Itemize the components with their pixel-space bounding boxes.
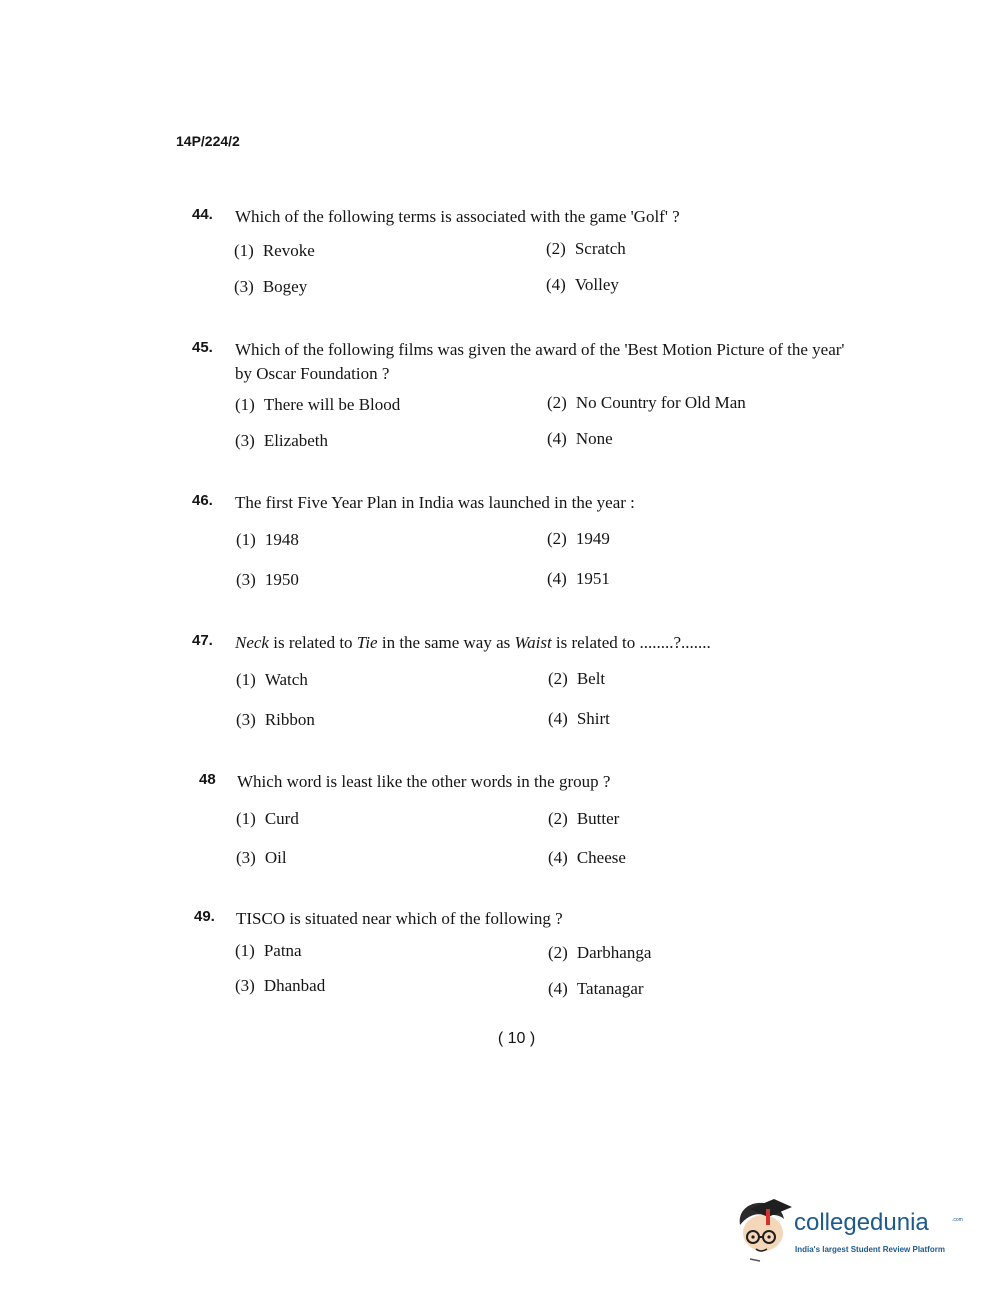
option-number: (4) bbox=[546, 275, 566, 294]
option-text: There will be Blood bbox=[263, 395, 401, 414]
option-number: (3) bbox=[236, 570, 256, 589]
option-text: Bogey bbox=[262, 277, 308, 296]
question-number: 47. bbox=[192, 632, 213, 649]
option-4 bbox=[547, 569, 610, 589]
mascot-icon bbox=[736, 1195, 794, 1265]
option-4 bbox=[546, 275, 619, 295]
option-number: (3) bbox=[234, 277, 254, 296]
option-text: Belt bbox=[576, 669, 606, 688]
logo-wordmark: collegedunia bbox=[794, 1209, 929, 1236]
option-1 bbox=[236, 809, 299, 829]
option-3 bbox=[236, 710, 315, 730]
option-4 bbox=[548, 848, 626, 868]
option-text: Patna bbox=[263, 941, 302, 960]
option-number: (4) bbox=[548, 709, 568, 728]
option-text: Cheese bbox=[576, 848, 626, 867]
option-1 bbox=[236, 670, 308, 690]
option-number: (3) bbox=[236, 710, 256, 729]
logo-domain: .com bbox=[952, 1217, 963, 1223]
option-text: Shirt bbox=[576, 709, 610, 728]
option-text: 1951 bbox=[575, 569, 610, 588]
option-number: (2) bbox=[547, 393, 567, 412]
option-number: (3) bbox=[235, 976, 255, 995]
option-2 bbox=[548, 943, 651, 963]
option-2 bbox=[546, 239, 626, 259]
page-number: ( 10 ) bbox=[497, 1030, 536, 1047]
option-number: (4) bbox=[548, 979, 568, 998]
option-text: Darbhanga bbox=[576, 943, 652, 962]
option-text: Revoke bbox=[262, 241, 315, 260]
option-text: 1949 bbox=[575, 529, 610, 548]
option-number: (3) bbox=[235, 431, 255, 450]
option-1 bbox=[234, 241, 315, 261]
question-text-part: in the same way as bbox=[377, 633, 515, 652]
option-3 bbox=[235, 431, 328, 451]
option-3 bbox=[235, 976, 325, 996]
option-3 bbox=[236, 570, 299, 590]
option-text: Butter bbox=[576, 809, 620, 828]
question-number: 44. bbox=[192, 206, 213, 223]
option-2 bbox=[547, 393, 746, 413]
option-2 bbox=[547, 529, 610, 549]
question-text: The first Five Year Plan in India was launched in the year : bbox=[235, 493, 635, 512]
option-text: Scratch bbox=[574, 239, 626, 258]
question-text: Which word is least like the other words in the group ? bbox=[237, 772, 611, 791]
option-number: (1) bbox=[235, 395, 255, 414]
option-number: (1) bbox=[234, 241, 254, 260]
option-number: (1) bbox=[236, 809, 256, 828]
option-number: (4) bbox=[548, 848, 568, 867]
option-1 bbox=[235, 395, 400, 415]
option-text: Tatanagar bbox=[576, 979, 644, 998]
question-number: 45. bbox=[192, 339, 213, 356]
option-text: Watch bbox=[264, 670, 308, 689]
option-text: Ribbon bbox=[264, 710, 315, 729]
question-text: TISCO is situated near which of the following ? bbox=[236, 909, 563, 928]
option-number: (2) bbox=[547, 529, 567, 548]
question-number: 48 bbox=[199, 771, 216, 788]
option-number: (2) bbox=[548, 669, 568, 688]
option-number: (2) bbox=[546, 239, 566, 258]
option-text: No Country for Old Man bbox=[575, 393, 746, 412]
option-number: (2) bbox=[548, 809, 568, 828]
option-number: (1) bbox=[236, 670, 256, 689]
italic-word-waist: Waist bbox=[514, 633, 552, 652]
option-text: Curd bbox=[264, 809, 299, 828]
option-text: 1950 bbox=[264, 570, 299, 589]
option-text: Elizabeth bbox=[263, 431, 329, 450]
option-4 bbox=[547, 429, 613, 449]
question-text-part: is related to bbox=[268, 633, 357, 652]
option-number: (2) bbox=[548, 943, 568, 962]
question-number: 46. bbox=[192, 492, 213, 509]
italic-word-tie: Tie bbox=[356, 633, 378, 652]
paper-code: 14P/224/2 bbox=[176, 133, 240, 149]
option-2 bbox=[548, 669, 605, 689]
option-number: (3) bbox=[236, 848, 256, 867]
question-text: Which of the following terms is associated with the game 'Golf' ? bbox=[235, 207, 680, 226]
option-number: (4) bbox=[547, 569, 567, 588]
collegedunia-logo[interactable] bbox=[736, 1195, 961, 1265]
question-text: Which of the following films was given the award of the 'Best Motion Picture of the year' by Oscar Foundation ? bbox=[235, 340, 845, 383]
option-text: Dhanbad bbox=[263, 976, 326, 995]
logo-tagline: India's largest Student Review Platform bbox=[795, 1245, 945, 1254]
option-3 bbox=[234, 277, 307, 297]
option-4 bbox=[548, 709, 610, 729]
option-number: (4) bbox=[547, 429, 567, 448]
question-number: 49. bbox=[194, 908, 215, 925]
option-3 bbox=[236, 848, 287, 868]
option-1 bbox=[236, 530, 299, 550]
option-text: Oil bbox=[264, 848, 287, 867]
option-number: (1) bbox=[236, 530, 256, 549]
option-text: 1948 bbox=[264, 530, 299, 549]
option-1 bbox=[235, 941, 302, 961]
question-text bbox=[235, 631, 855, 655]
italic-word-neck: Neck bbox=[235, 633, 269, 652]
option-4 bbox=[548, 979, 644, 999]
option-text: Volley bbox=[574, 275, 619, 294]
question-text-part: is related to ........?....... bbox=[551, 633, 711, 652]
option-number: (1) bbox=[235, 941, 255, 960]
option-text: None bbox=[575, 429, 613, 448]
option-2 bbox=[548, 809, 619, 829]
